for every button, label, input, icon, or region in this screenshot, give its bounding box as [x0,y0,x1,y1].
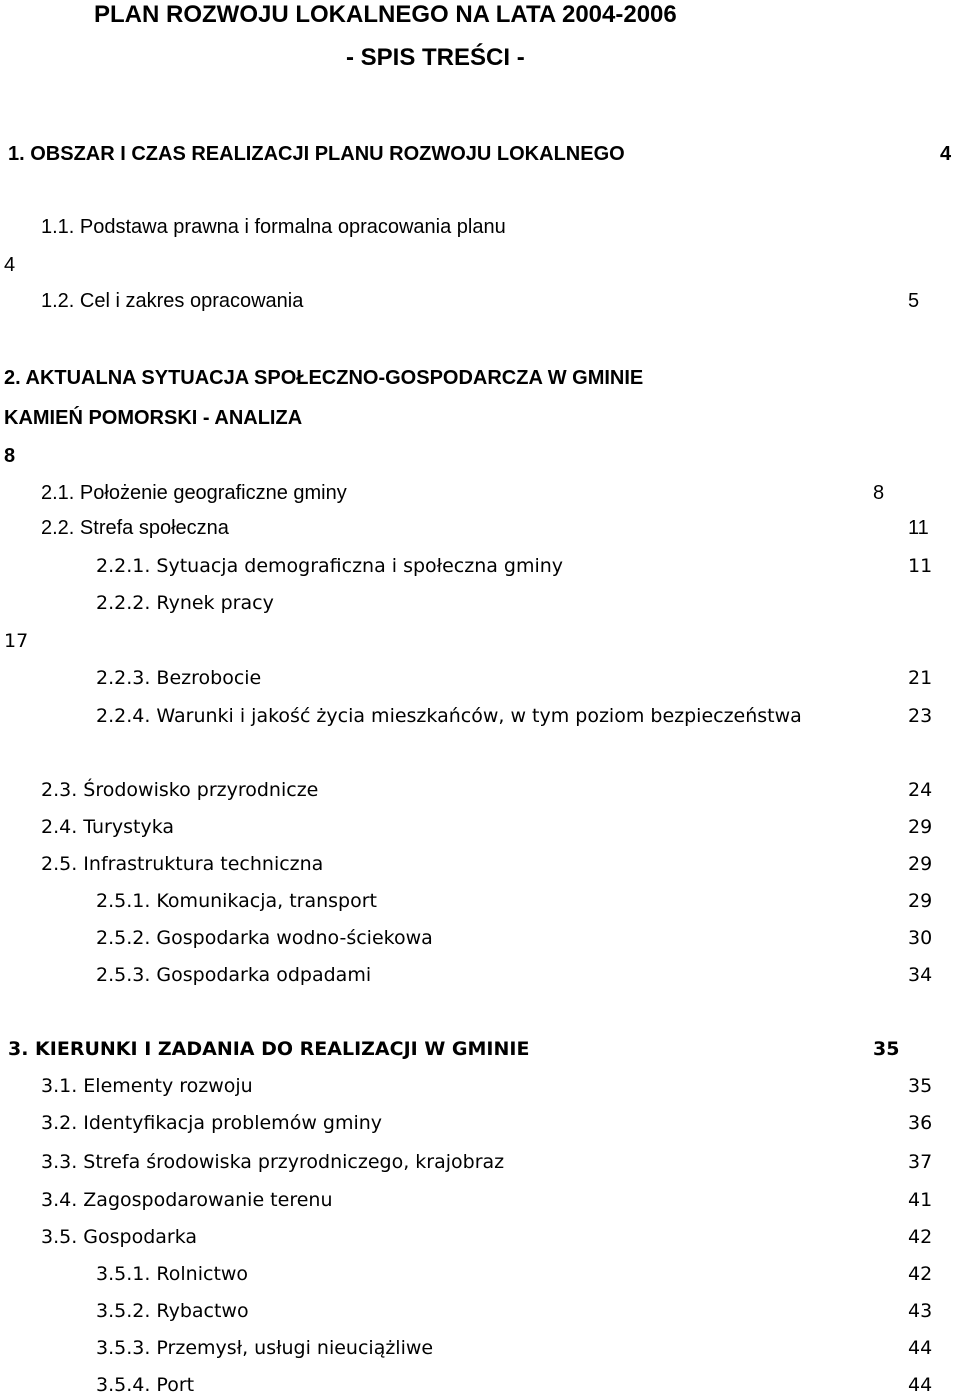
toc-entry-section-2: 2. AKTUALNA SYTUACJA SPOŁECZNO-GOSPODARCZA W GMINIE [4,367,644,389]
toc-entry-2-2: 2.2. Strefa społeczna [41,517,229,539]
toc-entry-2-5-1: 2.5.1. Komunikacja, transport [96,890,377,912]
toc-entry-3-5-3: 3.5.3. Przemysł, usługi nieuciążliwe [96,1337,434,1359]
toc-entry-3-1: 3.1. Elementy rozwoju [41,1075,253,1097]
toc-entry-2-2-1: 2.2.1. Sytuacja demograficzna i społeczna gminy [96,555,564,577]
toc-page-1-1: 4 [4,254,16,276]
toc-page-2-4: 29 [908,816,933,838]
document-title: PLAN ROZWOJU LOKALNEGO NA LATA 2004-2006 [94,1,677,28]
toc-entry-3-3: 3.3. Strefa środowiska przyrodniczego, krajobraz [41,1151,505,1173]
toc-page-3-1: 35 [908,1075,933,1097]
toc-page-2-2-4: 23 [908,705,933,727]
toc-entry-2-4: 2.4. Turystyka [41,816,175,838]
toc-page-1-2: 5 [908,290,920,312]
toc-entry-section-1: 1. OBSZAR I CZAS REALIZACJI PLANU ROZWOJU LOKALNEGO [8,143,625,165]
toc-entry-2-5: 2.5. Infrastruktura techniczna [41,853,324,875]
toc-page-2-5-2: 30 [908,927,933,949]
toc-page-2-5-1: 29 [908,890,933,912]
toc-entry-3-4: 3.4. Zagospodarowanie terenu [41,1189,333,1211]
toc-entry-1-1: 1.1. Podstawa prawna i formalna opracowania planu [41,216,506,238]
toc-entry-2-5-2: 2.5.2. Gospodarka wodno-ściekowa [96,927,433,949]
toc-page-3-5-3: 44 [908,1337,933,1359]
toc-page-3-4: 41 [908,1189,933,1211]
toc-page-2-2: 11 [908,517,929,539]
toc-page-2-5-3: 34 [908,964,933,986]
toc-entry-2-3: 2.3. Środowisko przyrodnicze [41,779,319,801]
toc-page-3-3: 37 [908,1151,933,1173]
toc-page-section-2: 8 [4,445,16,467]
toc-page-2-1: 8 [873,482,885,504]
toc-entry-1-2: 1.2. Cel i zakres opracowania [41,290,304,312]
toc-entry-2-2-2: 2.2.2. Rynek pracy [96,592,274,614]
toc-entry-3-5-1: 3.5.1. Rolnictwo [96,1263,249,1285]
toc-page-3-5-4: 44 [908,1374,933,1396]
toc-page-3-2: 36 [908,1112,933,1134]
toc-entry-3-5-4: 3.5.4. Port [96,1374,195,1396]
toc-entry-3-5: 3.5. Gospodarka [41,1226,198,1248]
toc-page-2-3: 24 [908,779,933,801]
toc-page-2-2-3: 21 [908,667,933,689]
toc-page-section-3: 35 [873,1038,900,1060]
toc-entry-2-5-3: 2.5.3. Gospodarka odpadami [96,964,372,986]
toc-page-3-5-2: 43 [908,1300,933,1322]
toc-entry-section-2-cont: KAMIEŃ POMORSKI - ANALIZA [4,407,303,429]
toc-entry-2-1: 2.1. Położenie geograficzne gminy [41,482,347,504]
toc-page-section-1: 4 [940,143,952,165]
toc-page-2-2-2: 17 [4,630,29,652]
toc-page-2-5: 29 [908,853,933,875]
toc-entry-2-2-4: 2.2.4. Warunki i jakość życia mieszkańców, w tym poziom bezpieczeństwa [96,705,802,727]
toc-entry-section-3: 3. KIERUNKI I ZADANIA DO REALIZACJI W GMINIE [8,1038,530,1060]
toc-page-3-5: 42 [908,1226,933,1248]
toc-entry-3-2: 3.2. Identyfikacja problemów gminy [41,1112,383,1134]
toc-page-3-5-1: 42 [908,1263,933,1285]
document-subtitle: - SPIS TREŚCI - [346,44,525,71]
toc-entry-2-2-3: 2.2.3. Bezrobocie [96,667,262,689]
toc-page-2-2-1: 11 [908,555,933,577]
toc-entry-3-5-2: 3.5.2. Rybactwo [96,1300,249,1322]
